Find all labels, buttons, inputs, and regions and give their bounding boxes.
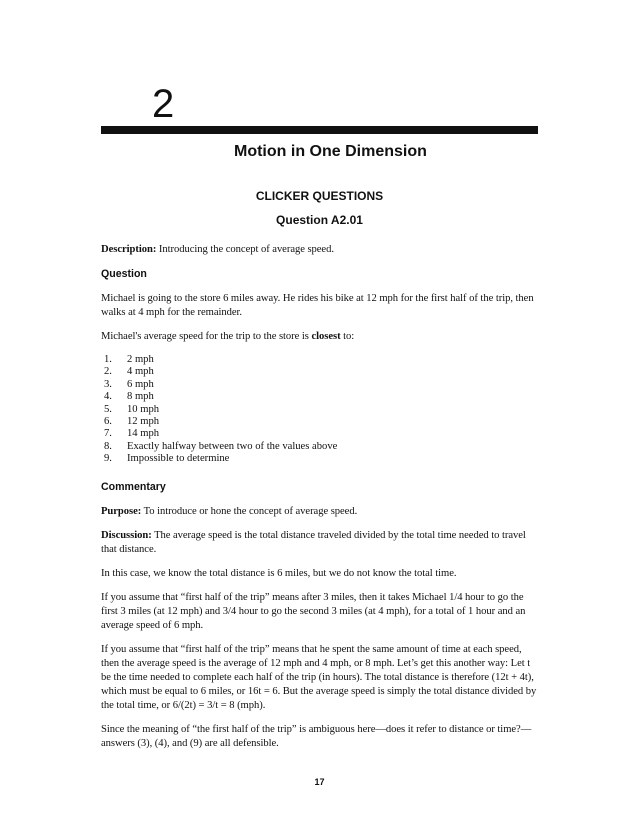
choice-text: Impossible to determine xyxy=(127,453,230,465)
choice-number: 2. xyxy=(104,366,112,378)
body-paragraph: Since the meaning of “the first half of the trip” is ambiguous here—does it refer to distance or time?—answers (3), (4), and (9) are all defensible. xyxy=(101,723,532,749)
choice-text: 10 mph xyxy=(127,403,160,415)
choice-item xyxy=(101,404,538,416)
choice-text: Exactly halfway between two of the values above xyxy=(127,440,338,452)
choice-item xyxy=(101,354,538,366)
chapter-rule xyxy=(101,126,538,134)
choice-text: 6 mph xyxy=(127,378,154,390)
choice-number: 5. xyxy=(104,403,112,415)
choice-text: 2 mph xyxy=(127,354,154,365)
choice-item xyxy=(101,453,538,465)
description-paragraph xyxy=(101,243,538,257)
choice-item xyxy=(101,366,538,378)
choice-number: 3. xyxy=(104,378,112,390)
choice-item xyxy=(101,441,538,453)
prompt-bold: closest xyxy=(311,331,341,342)
page-number: 17 xyxy=(314,777,325,787)
purpose-paragraph xyxy=(101,505,538,519)
main-content xyxy=(101,243,538,761)
prompt-after: to: xyxy=(340,331,355,342)
choice-item xyxy=(101,428,538,440)
choice-item xyxy=(101,379,538,391)
chapter-title: Motion in One Dimension xyxy=(234,143,427,160)
choice-text: 14 mph xyxy=(127,428,160,440)
description-text: Introducing the concept of average speed. xyxy=(156,244,334,255)
question-id: Question A2.01 xyxy=(276,213,363,227)
answer-choices xyxy=(101,354,538,466)
body-paragraph: In this case, we know the total distance is 6 miles, but we do not know the total time. xyxy=(101,567,457,579)
question-heading: Question xyxy=(101,268,147,280)
prompt-before: Michael's average speed for the trip to the store is xyxy=(101,331,312,342)
chapter-number: 2 xyxy=(152,82,175,126)
choice-item xyxy=(101,391,538,403)
choice-text: 8 mph xyxy=(127,391,154,403)
purpose-label: Purpose: xyxy=(101,505,142,517)
discussion-text: The average speed is the total distance traveled divided by the total time needed to travel that distance. xyxy=(101,529,526,555)
description-label: Description: xyxy=(101,244,157,255)
choice-number: 7. xyxy=(104,428,112,440)
purpose-text: To introduce or hone the concept of average speed. xyxy=(141,505,358,517)
discussion-label: Discussion: xyxy=(101,529,152,541)
body-paragraph: If you assume that “first half of the trip” means after 3 miles, then it takes Michael 1/4 hour to go the first 3 miles (at 12 mph) and 3/4 hour to go the second 3 miles (at 4 mph), for a total of 1 hour and an average speed of 6 mph. xyxy=(101,591,526,631)
choice-number: 6. xyxy=(104,416,112,428)
body-paragraph: If you assume that “first half of the trip” means that he spent the same amount of time at each speed, then the average speed is the average of 12 mph and 4 mph, or 8 mph. Let’s get this another way: Let t be the time needed to complete each half of the trip (in hours). The total distance is therefore (12t + 4t), which must be equal to 6 miles, or 16t = 6. But the average speed is simply the total distance divided by the total time, or 6/(2t) = 3/t = 8 (mph). xyxy=(101,643,537,711)
choice-number: 8. xyxy=(104,440,112,452)
discussion-paragraph xyxy=(101,529,538,557)
choice-text: 12 mph xyxy=(127,416,160,428)
question-prompt xyxy=(101,330,538,344)
choice-number: 1. xyxy=(104,354,112,365)
question-text: Michael is going to the store 6 miles away. He rides his bike at 12 mph for the first half of the trip, then walks at 4 mph for the remainder. xyxy=(101,293,534,318)
choice-number: 4. xyxy=(104,391,112,403)
section-title: CLICKER QUESTIONS xyxy=(255,189,384,203)
commentary-heading: Commentary xyxy=(101,480,166,493)
choice-number: 9. xyxy=(104,453,112,465)
choice-text: 4 mph xyxy=(127,366,154,378)
choice-item xyxy=(101,416,538,428)
